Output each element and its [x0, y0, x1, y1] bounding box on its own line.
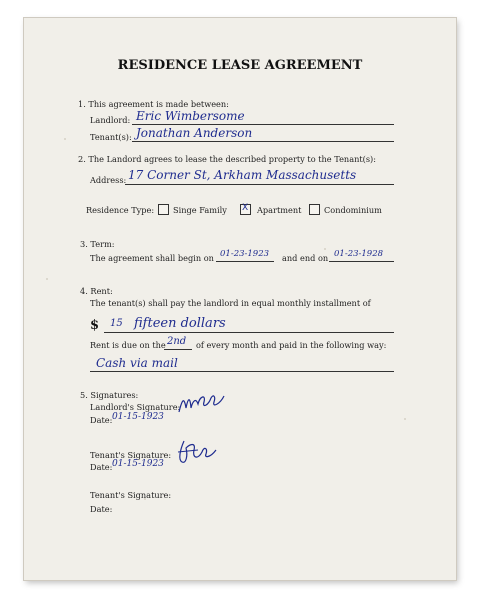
tenant-label: Tenant(s): [90, 132, 132, 142]
lease-document [24, 18, 456, 580]
section2-heading: 2. The Landord agrees to lease the described property to the Tenant(s): [78, 154, 376, 164]
end-date-line [329, 261, 394, 262]
paper-speck [324, 248, 326, 250]
section4-heading: 4. Rent: [80, 286, 113, 296]
rent-text: The tenant(s) shall pay the landlord in equal monthly installment of [90, 298, 371, 308]
landlord-signature-label: Landlord's Signature: [90, 402, 181, 412]
section3-heading: 3. Term: [80, 239, 115, 249]
residence-type-label: Residence Type: [86, 205, 155, 215]
payment-method-line [90, 371, 394, 372]
payment-method-value: Cash via mail [96, 356, 178, 370]
tenant1-date-value: 01-15-1923 [112, 459, 164, 469]
term-end-text: and end on [282, 253, 329, 263]
tenant1-date-label: Date: [90, 462, 113, 472]
rent-due-line [164, 349, 192, 350]
document-title: RESIDENCE LEASE AGREEMENT [117, 58, 363, 73]
begin-date-line [216, 261, 274, 262]
end-date-value: 01-23-1928 [334, 249, 384, 259]
section1-heading: 1. This agreement is made between: [78, 99, 229, 109]
rent-due-text-b: of every month and paid in the following way: [196, 340, 387, 350]
condominium-checkbox [309, 204, 320, 215]
landlord-date-label: Date: [90, 415, 113, 425]
paper-speck [64, 138, 66, 140]
address-value: 17 Corner St, Arkham Massachusetts [128, 168, 357, 182]
landlord-label: Landlord: [90, 115, 131, 125]
apartment-check-mark: X [242, 203, 249, 213]
term-begin-text: The agreement shall begin on [90, 253, 214, 263]
landlord-name: Eric Wimbersome [136, 109, 245, 123]
tenant-name: Jonathan Anderson [136, 126, 253, 140]
tenant2-signature-label: Tenant's Signature: [90, 490, 172, 500]
rent-due-text-a: Rent is due on the [90, 340, 166, 350]
currency-symbol: $ [90, 318, 100, 333]
section5-heading: 5. Signatures: [80, 390, 139, 400]
rent-amount-number: 15 [110, 318, 123, 329]
address-label: Address: [90, 175, 127, 185]
condominium-label: Condominium [324, 205, 382, 215]
single-family-label: Singe Family [173, 205, 227, 215]
begin-date-value: 01-23-1923 [220, 249, 270, 259]
tenant-line [132, 141, 394, 142]
paper-speck [46, 278, 48, 280]
apartment-label: Apartment [257, 205, 302, 215]
tenant2-date-label: Date: [90, 504, 113, 514]
landlord-date-value: 01-15-1923 [112, 412, 164, 422]
rent-amount-line [104, 332, 394, 333]
tenant1-signature-label: Tenant's Signature: [90, 450, 172, 460]
paper-speck [404, 418, 406, 420]
address-line [125, 184, 394, 185]
landlord-signature [176, 390, 232, 416]
landlord-line [132, 124, 394, 125]
rent-amount-words: fifteen dollars [134, 316, 226, 331]
tenant1-signature [174, 438, 218, 466]
single-family-checkbox [158, 204, 169, 215]
rent-due-value: 2nd [167, 336, 187, 347]
